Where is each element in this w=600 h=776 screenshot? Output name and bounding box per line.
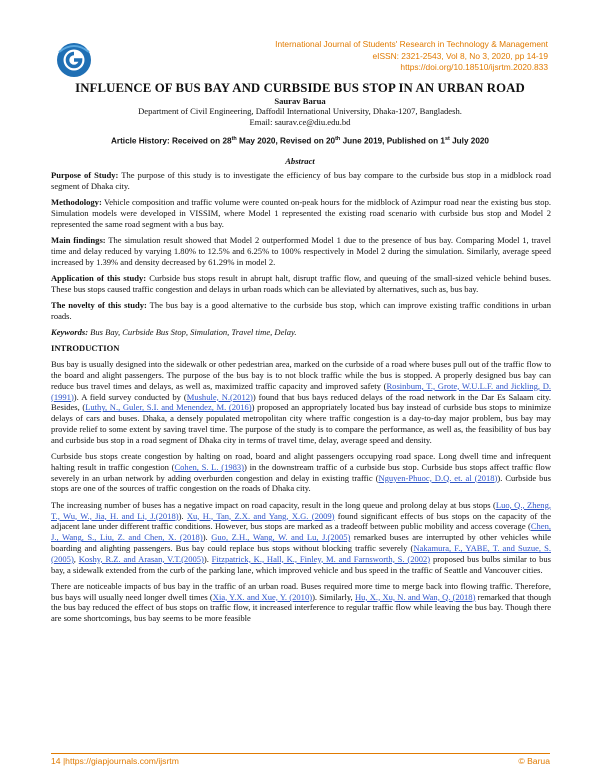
paragraph-text: ). — [178, 510, 187, 521]
section-heading-introduction: INTRODUCTION — [51, 343, 120, 354]
citation-link[interactable]: Hu, X., Xu, N. and Wan, Q. (2018) — [354, 591, 476, 602]
intro-paragraph-4 — [51, 581, 551, 624]
footer-divider — [51, 753, 550, 754]
issn-line: eISSN: 2321-2543, Vol 8, No 3, 2020, pp 14-19 — [372, 50, 548, 61]
paragraph-text: The increasing number of buses has a negative impact on road capacity, result in the long queue and prolong delay at bus stops ( — [51, 499, 496, 510]
paragraph-text: Curbside bus stops create congestion by halting on road, board and alight passengers occupying road space. Long dwell time and infrequent halting result in traffic congestion ( — [51, 451, 551, 472]
paragraph-text: ) in the downstream traffic of a curbside bus stop. Curbside bus stops affect traffic flow severely in an urban network by adding overburden congestion and delay in existing traffic ( — [51, 461, 551, 483]
intro-paragraph-1 — [51, 359, 551, 445]
doi-link[interactable]: https://doi.org/10.18510/ijsrtm.2020.833 — [400, 62, 548, 72]
journal-header — [275, 39, 548, 74]
paragraph-text: proposed bus bulbs similar to bus bay, a sidewalk extended from the curb of the parking lane, which improved vehicle and bus speed in the traffic of Seattle and Vancouver cities. — [51, 553, 551, 575]
citation-link[interactable]: Chen, J., Wang, S., Liu, Z. and Chen, X. (2018) — [51, 521, 551, 543]
abstract-methodology: Methodology: Vehicle composition and traffic volume were counted on-peak hours for the midblock of Azimpur road near the existing bus stop. Simulation models were developed in VISSIM, where Model 1 represented the existing road scenario with curbside bus stop and Model 2 represented the same road segment with a bus bay. — [51, 197, 551, 229]
paper-body — [51, 170, 551, 629]
paragraph-text: ). — [202, 532, 212, 543]
intro-paragraph-3 — [51, 500, 551, 576]
footer-page-url[interactable]: 14 |https://giapjournals.com/ijsrtm — [51, 756, 179, 766]
citation-link[interactable]: Xu, H., Tan, Z.X. and Yang, X.G. (2009) — [186, 510, 335, 521]
citation-link[interactable]: Fitzpatrick, K., Hall, K., Finley, M. and Farnsworth, S. (2002) — [211, 553, 431, 564]
citation-link[interactable]: Nakamura, F., YABE, T. and Suzue, S.(2005) — [51, 542, 552, 564]
paragraph-text: remarked buses are interrupted by other vehicles while boarding and alighting passengers. Bus bay could replace bus stops without blocking traffic severely ( — [51, 532, 551, 553]
citation-link[interactable]: Rosinbum, T., Grote, W.U.L.F. and Jickling, D. (1991) — [51, 380, 552, 402]
article-history: Article History: Received on 28th May 2020, Revised on 20th June 2019, Published on 1st July 2020 — [110, 136, 489, 146]
journal-name: International Journal of Students' Research in Technology & Management — [275, 39, 548, 49]
abstract-application: Application of this study: Curbside bus stops result in abrupt halt, disrupt traffic flow, and queuing of the small-sized vehicle behind buses. These bus stops caused traffic congestion and delays in urban roads which can be alleviated by alternatives, such as, bus bay. — [51, 272, 551, 294]
abstract-heading: Abstract — [285, 156, 315, 166]
paragraph-text: found significant effects of bus stops on the capacity of the adjacent lane under different traffic conditions. However, bus stops are marked as a tradeoff between public mobility and access coverage ( — [51, 510, 551, 532]
paragraph-text: ). — [203, 553, 212, 564]
citation-link[interactable]: Luo, Q., Zheng, T., Wu, W., Jia, H. and Li, J.(2018) — [51, 499, 551, 521]
paper-title: INFLUENCE OF BUS BAY AND CURBSIDE BUS STOP IN AN URBAN ROAD — [75, 81, 525, 95]
citation-link[interactable]: Cohen, S. L. (1983) — [174, 461, 245, 472]
affiliation-block — [0, 106, 600, 128]
author-name: Saurav Barua — [274, 96, 326, 106]
citation-link[interactable]: Koshy, R.Z. and Arasan, V.T.(2005) — [78, 553, 204, 564]
intro-paragraph-2 — [51, 451, 551, 494]
paragraph-text: ) found that bus bays reduced delays of the road network in the Dar Es Salaam city. Besides, ( — [51, 391, 551, 413]
abstract-purpose: Purpose of Study: The purpose of this study is to investigate the efficiency of bus bay compare to the curbside bus stop in a midblock road segment of Dhaka city. — [51, 170, 551, 191]
abstract-findings: Main findings: The simulation result showed that Model 2 outperformed Model 1 due to the presence of bus bay. Comparing Model 1, travel time and delay reduced by varying 1.80% to 12.5% and 6.25% to 100% respectively in Model 2 during the simulation. Similarly, average speed increased by 1.39% and density decreased by 61.29% in model 2. — [51, 234, 551, 267]
abstract-novelty: The novelty of this study: The bus bay is a good alternative to the curbside bus stop, which can improve existing traffic conditions in urban roads. — [51, 299, 551, 321]
paragraph-text: ). Curbside bus stops are one of the sources of traffic congestion on the roads of Dhaka city. — [51, 472, 551, 494]
citation-link[interactable]: Nguyen-Phuoc, D.Q. et. al (2018) — [378, 472, 498, 483]
citation-link[interactable]: Xia, Y.X. and Xue, Y. (2010) — [212, 591, 313, 602]
keywords: Keywords: Bus Bay, Curbside Bus Stop, Simulation, Travel time, Delay. — [51, 327, 297, 338]
paragraph-text: ). A field survey conducted by ( — [73, 391, 187, 402]
paragraph-text: ). Similarly, — [312, 591, 355, 602]
giap-logo-icon — [56, 42, 92, 78]
paragraph-text: ) proposed an appropriately located bus bay instead of curbside bus stops to minimize delays of cars and buses. Dhaka, a densely populated metropolitan city where traffic congestion is a day-to-day major problem, bus bay may provide relief to some extent by saving travel time. The purpose of the study is to compare the performance, as well as, the feasibility of bus bay and curbside bus stop in a road segment of Dhaka city in terms of travel time, delay, average speed and density. — [51, 402, 551, 445]
paragraph-text: Bus bay is usually designed into the sidewalk or other pedestrian area, marked on the curbside of a road where buses pull out of the traffic flow to the board and alight passengers. The purpose of the bus bay is to not block traffic while the bus is stopped. A properly designed bus bay can reduce bus travel times and delays, as well as, maximized traffic capacity and improved safety ( — [51, 359, 551, 391]
citation-link[interactable]: Guo, Z.H., Wang, W. and Lu, J.(2005) — [211, 532, 351, 543]
footer-copyright: © Barua — [518, 756, 550, 766]
citation-link[interactable]: Luthy, N., Guler, S.I. and Menendez, M. (2016) — [85, 402, 252, 413]
citation-link[interactable]: Mushule, N.(2012) — [186, 391, 253, 402]
paragraph-text: remarked that though the bus bay reduced the effect of bus stops on traffic flow, it increased interference to regular traffic flow while leaving the bus bay. Though there are some shortcomings, bus bay seems to be more feasible — [51, 591, 551, 624]
email[interactable]: Email: saurav.ce@diu.edu.bd — [249, 117, 351, 127]
affiliation: Department of Civil Engineering, Daffodil International University, Dhaka-1207, Bangladesh. — [138, 106, 462, 116]
paragraph-text: , — [73, 553, 79, 564]
paragraph-text: There are noticeable impacts of bus bay in the traffic of an urban road. Buses required more time to merge back into flowing traffic. Therefore, bus bays will usually need longer dwell times ( — [51, 580, 551, 602]
